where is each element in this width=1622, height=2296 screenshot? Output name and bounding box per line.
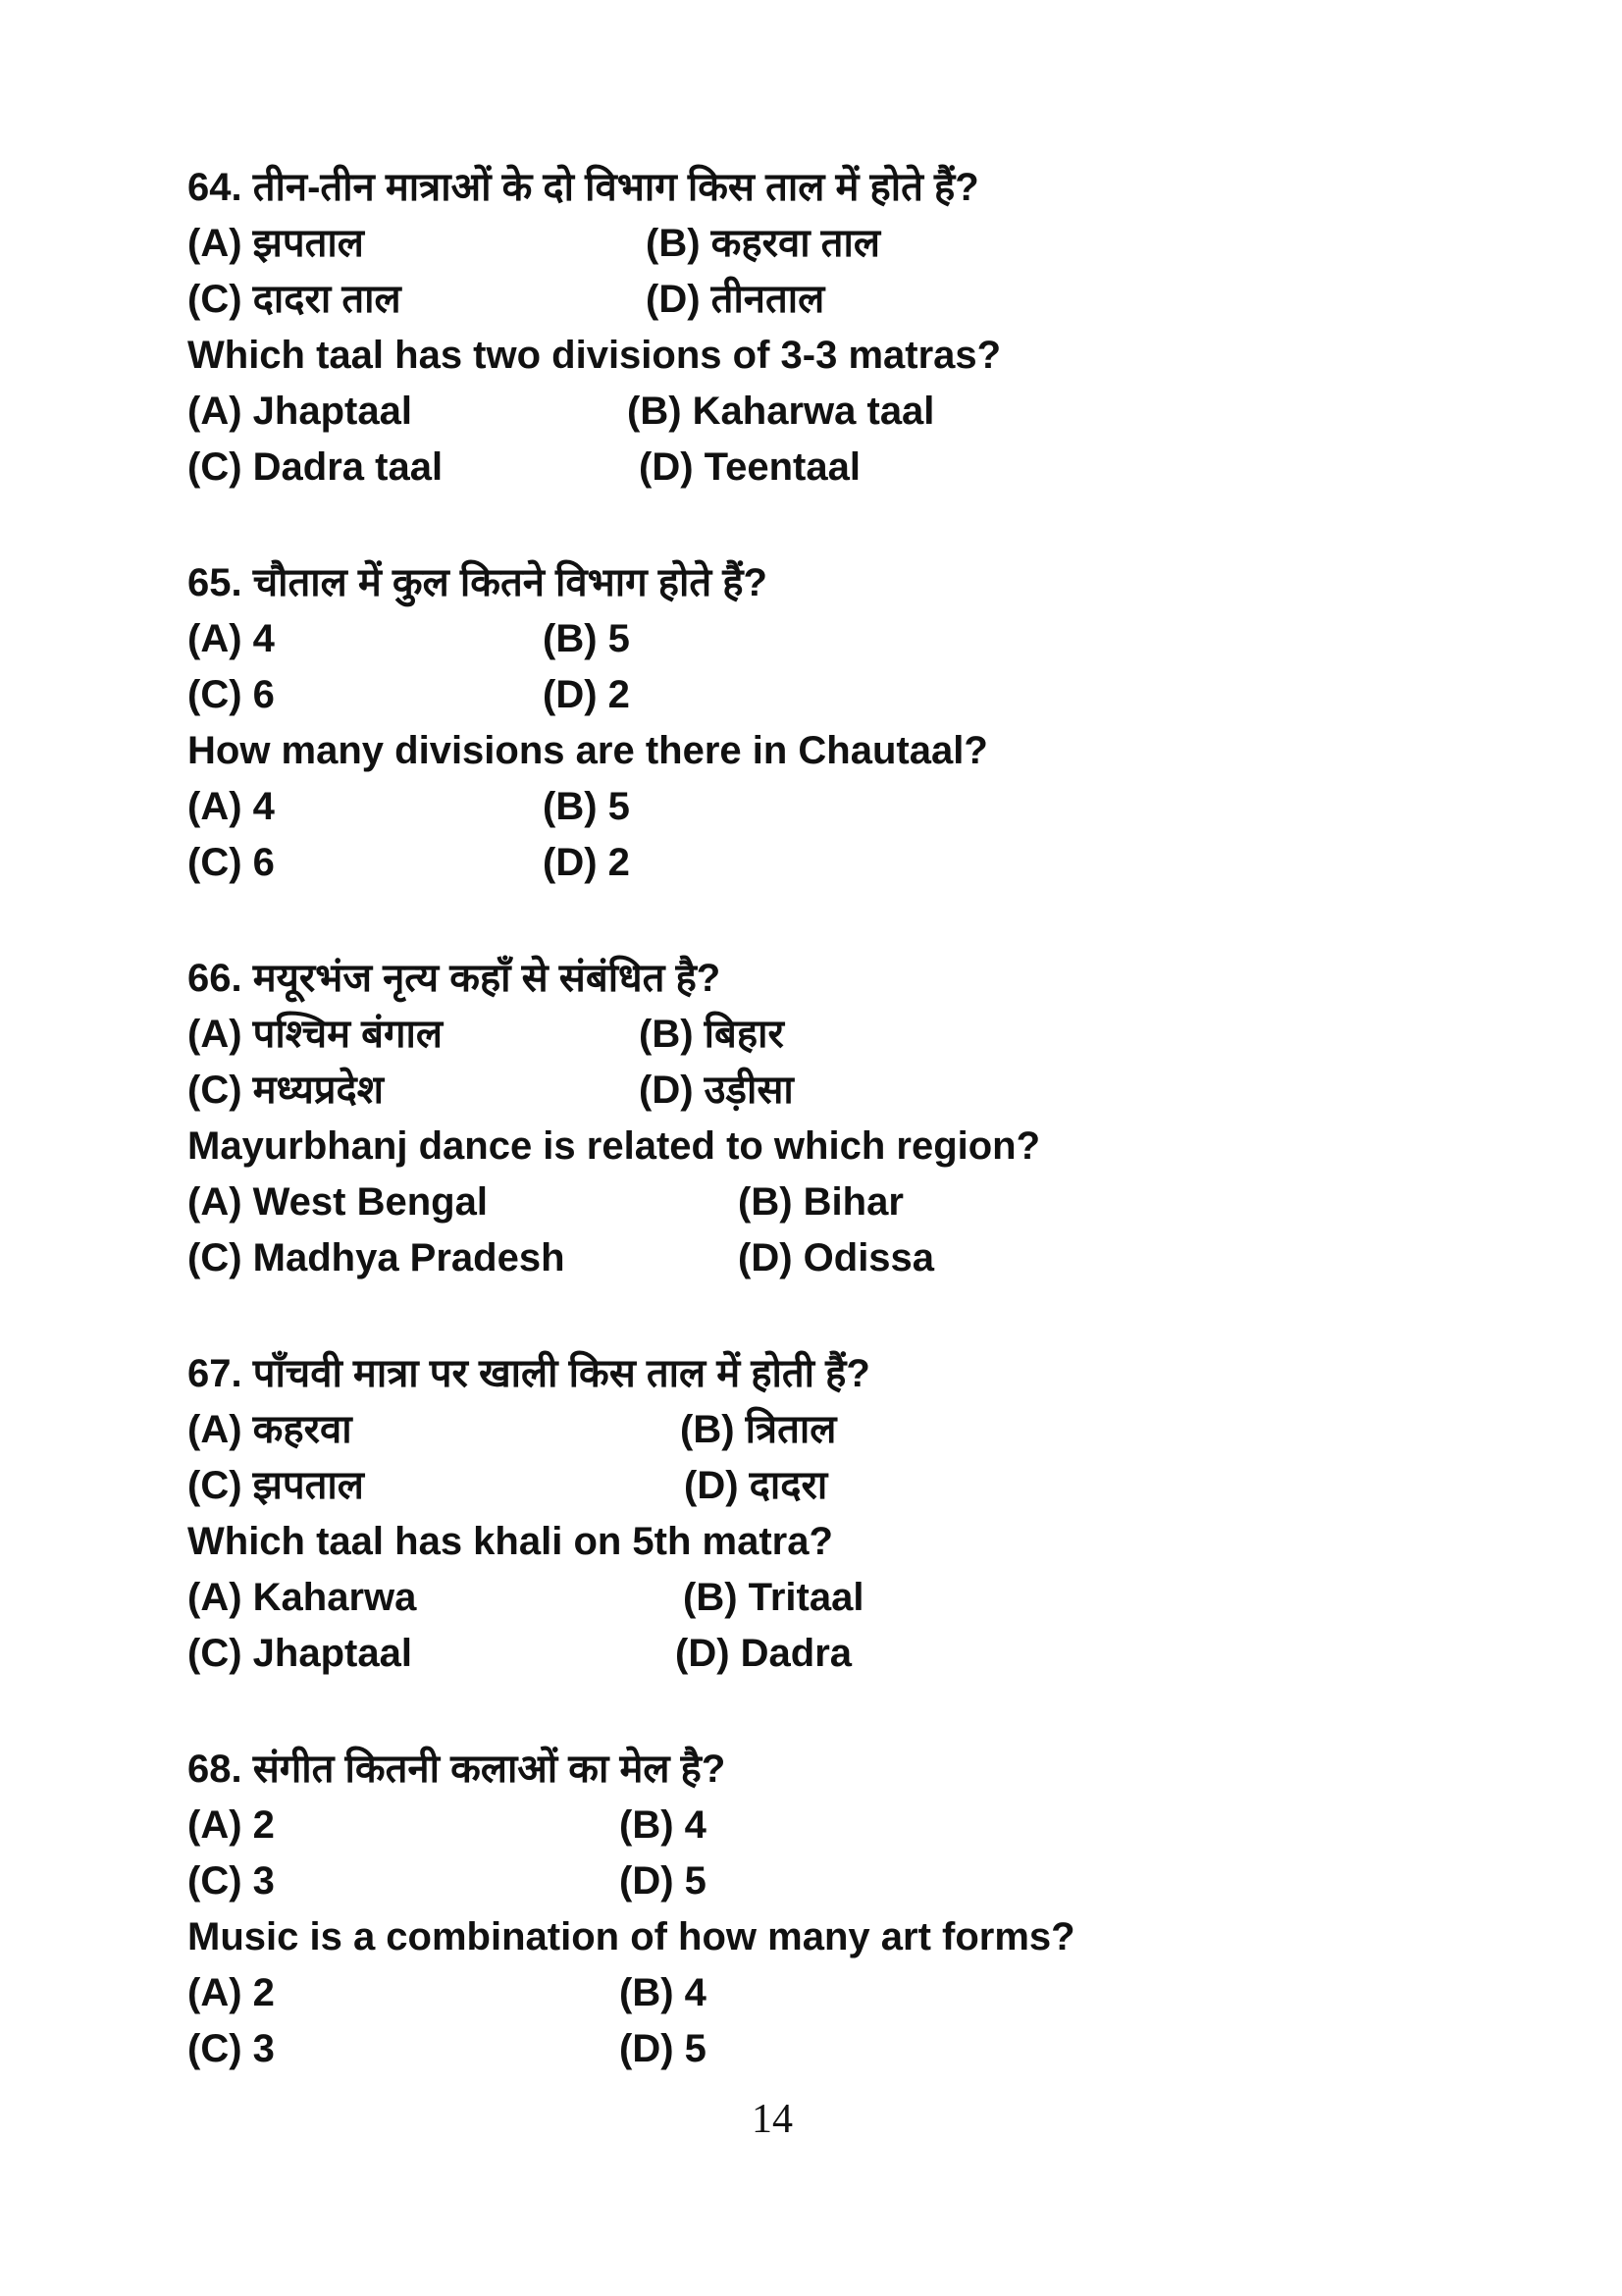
option-d-hindi: (D) तीनताल bbox=[646, 278, 825, 321]
question-hindi: 65. चौताल में कुल कितने विभाग होते हैं? bbox=[187, 561, 767, 604]
option-a-english: (A) 4 bbox=[187, 785, 275, 828]
option-b-english: (B) Tritaal bbox=[683, 1576, 864, 1619]
question-65 bbox=[187, 555, 1463, 891]
question-english: Which taal has two divisions of 3-3 matras? bbox=[187, 334, 1002, 377]
option-a-english: (A) West Bengal bbox=[187, 1180, 488, 1224]
question-68 bbox=[187, 1742, 1463, 2077]
option-c-hindi: (C) झपताल bbox=[187, 1464, 364, 1507]
page-number: 14 bbox=[752, 2097, 793, 2142]
question-64 bbox=[187, 160, 1463, 496]
option-b-english: (B) Kaharwa taal bbox=[627, 390, 935, 433]
option-d-english: (D) Teentaal bbox=[639, 445, 861, 489]
option-b-hindi: (B) कहरवा ताल bbox=[646, 222, 880, 265]
option-a-english: (A) Jhaptaal bbox=[187, 390, 412, 433]
question-english: How many divisions are there in Chautaal? bbox=[187, 729, 988, 772]
option-b-english: (B) 5 bbox=[543, 785, 630, 828]
option-b-hindi: (B) 5 bbox=[543, 617, 630, 660]
option-c-english: (C) 6 bbox=[187, 841, 275, 884]
option-b-english: (B) Bihar bbox=[738, 1180, 904, 1224]
option-c-hindi: (C) 3 bbox=[187, 1859, 275, 1903]
option-c-english: (C) Madhya Pradesh bbox=[187, 1236, 565, 1279]
question-english: Which taal has khali on 5th matra? bbox=[187, 1520, 833, 1563]
question-english: Music is a combination of how many art forms? bbox=[187, 1915, 1075, 1958]
question-hindi: 67. पाँचवी मात्रा पर खाली किस ताल में होती हैं? bbox=[187, 1352, 870, 1395]
option-c-english: (C) 3 bbox=[187, 2027, 275, 2070]
option-c-hindi: (C) 6 bbox=[187, 673, 275, 716]
option-c-english: (C) Jhaptaal bbox=[187, 1632, 412, 1675]
option-d-english: (D) Dadra bbox=[675, 1632, 853, 1675]
option-a-hindi: (A) 4 bbox=[187, 617, 275, 660]
question-67 bbox=[187, 1346, 1463, 1682]
option-a-hindi: (A) 2 bbox=[187, 1803, 275, 1847]
option-a-hindi: (A) झपताल bbox=[187, 222, 364, 265]
question-66 bbox=[187, 951, 1463, 1286]
question-hindi: 68. संगीत कितनी कलाओं का मेल है? bbox=[187, 1748, 726, 1791]
question-hindi: 64. तीन-तीन मात्राओं के दो विभाग किस ताल में होते हैं? bbox=[187, 166, 979, 209]
question-hindi: 66. मयूरभंज नृत्य कहाँ से संबंधित है? bbox=[187, 957, 721, 1000]
option-d-english: (D) Odissa bbox=[738, 1236, 935, 1279]
question-english: Mayurbhanj dance is related to which region? bbox=[187, 1124, 1041, 1168]
option-d-hindi: (D) 2 bbox=[543, 673, 630, 716]
option-b-hindi: (B) त्रिताल bbox=[680, 1408, 837, 1451]
option-a-hindi: (A) कहरवा bbox=[187, 1408, 352, 1451]
option-c-english: (C) Dadra taal bbox=[187, 445, 444, 489]
option-a-english: (A) 2 bbox=[187, 1971, 275, 2014]
option-d-hindi: (D) 5 bbox=[619, 1859, 706, 1903]
option-d-english: (D) 5 bbox=[619, 2027, 706, 2070]
option-a-english: (A) Kaharwa bbox=[187, 1576, 417, 1619]
option-b-english: (B) 4 bbox=[619, 1971, 706, 2014]
option-c-hindi: (C) दादरा ताल bbox=[187, 278, 401, 321]
option-d-hindi: (D) दादरा bbox=[684, 1464, 828, 1507]
option-b-hindi: (B) 4 bbox=[619, 1803, 706, 1847]
option-d-english: (D) 2 bbox=[543, 841, 630, 884]
option-b-hindi: (B) बिहार bbox=[639, 1013, 784, 1056]
option-c-hindi: (C) मध्यप्रदेश bbox=[187, 1069, 385, 1112]
option-d-hindi: (D) उड़ीसा bbox=[639, 1069, 794, 1112]
option-a-hindi: (A) पश्चिम बंगाल bbox=[187, 1013, 443, 1056]
